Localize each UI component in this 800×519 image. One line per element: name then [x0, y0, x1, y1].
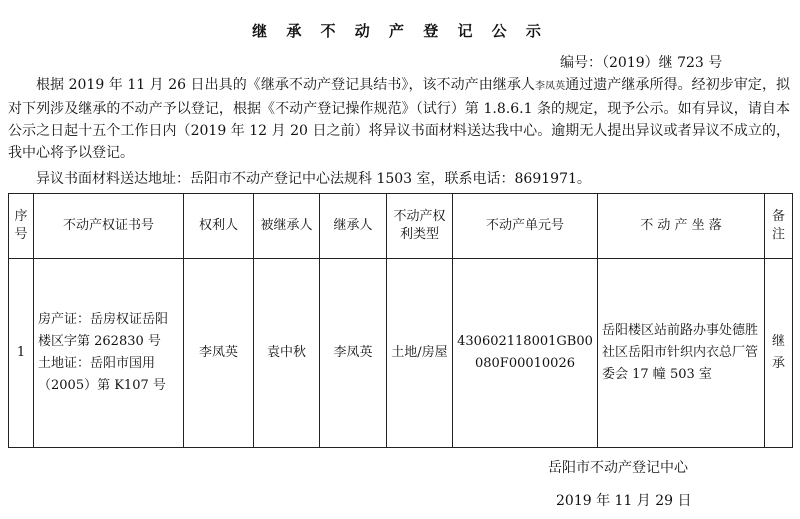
header-seq: 序号: [9, 194, 34, 259]
cell-unit-no: 430602118001GB00080F00010026: [453, 259, 598, 448]
header-decedent: 被继承人: [254, 194, 320, 259]
objection-address: 异议书面材料送达地址：岳阳市不动产登记中心法规科 1503 室，联系电话：8691971。: [36, 171, 591, 187]
cell-right-type: 土地/房屋: [387, 259, 453, 448]
heir-name-inline: 李凤英: [534, 81, 566, 92]
notice-body: [8, 74, 790, 164]
header-cert: 不动产权证书号: [34, 194, 184, 259]
body-text-part-2: 通过遗产继承所得。经初步审定，拟对下列涉及继承的不动产予以登记，根据《不动产登记操作规范》（试行）第 1.8.6.1 条的规定，现予公示。如有异议，请自本公示之日起十五个工作日内（2019 年 12 月 20 日之前）将异议书面材料送达我中心。逾期无人提出异议或者异议不成立的，我中心将予以登记。: [8, 77, 790, 161]
header-right-type: 不动产权利类型: [387, 194, 453, 259]
cell-seq: 1: [9, 259, 34, 448]
table-row: [9, 259, 793, 448]
cell-owner: 李凤英: [184, 259, 254, 448]
cell-heir: 李凤英: [320, 259, 387, 448]
cell-decedent: 袁中秋: [254, 259, 320, 448]
table-header-row: [9, 194, 793, 259]
header-heir: 继承人: [320, 194, 387, 259]
issue-date: 2019 年 11 月 29 日: [556, 493, 692, 509]
notice-title: 继 承 不 动 产 登 记 公 示: [252, 22, 548, 40]
header-location: 不 动 产 坐 落: [598, 194, 765, 259]
header-note: 备注: [765, 194, 793, 259]
header-owner: 权利人: [184, 194, 254, 259]
cell-cert: 房产证：岳房权证岳阳楼区字第 262830 号 土地证：岳阳市国用（2005）第 K107 号: [34, 259, 184, 448]
body-text-part-1: 根据 2019 年 11 月 26 日出具的《继承不动产登记具结书》，该不动产由继承人: [36, 77, 535, 93]
property-table: [8, 193, 793, 448]
cell-location: 岳阳楼区站前路办事处德胜社区岳阳市针织内衣总厂管委会 17 幢 503 室: [598, 259, 765, 448]
document-number: 编号：（2019）继 723 号: [560, 55, 723, 71]
cell-note: 继承: [765, 259, 793, 448]
header-unit-no: 不动产单元号: [453, 194, 598, 259]
issuing-organization: 岳阳市不动产登记中心: [548, 460, 688, 476]
